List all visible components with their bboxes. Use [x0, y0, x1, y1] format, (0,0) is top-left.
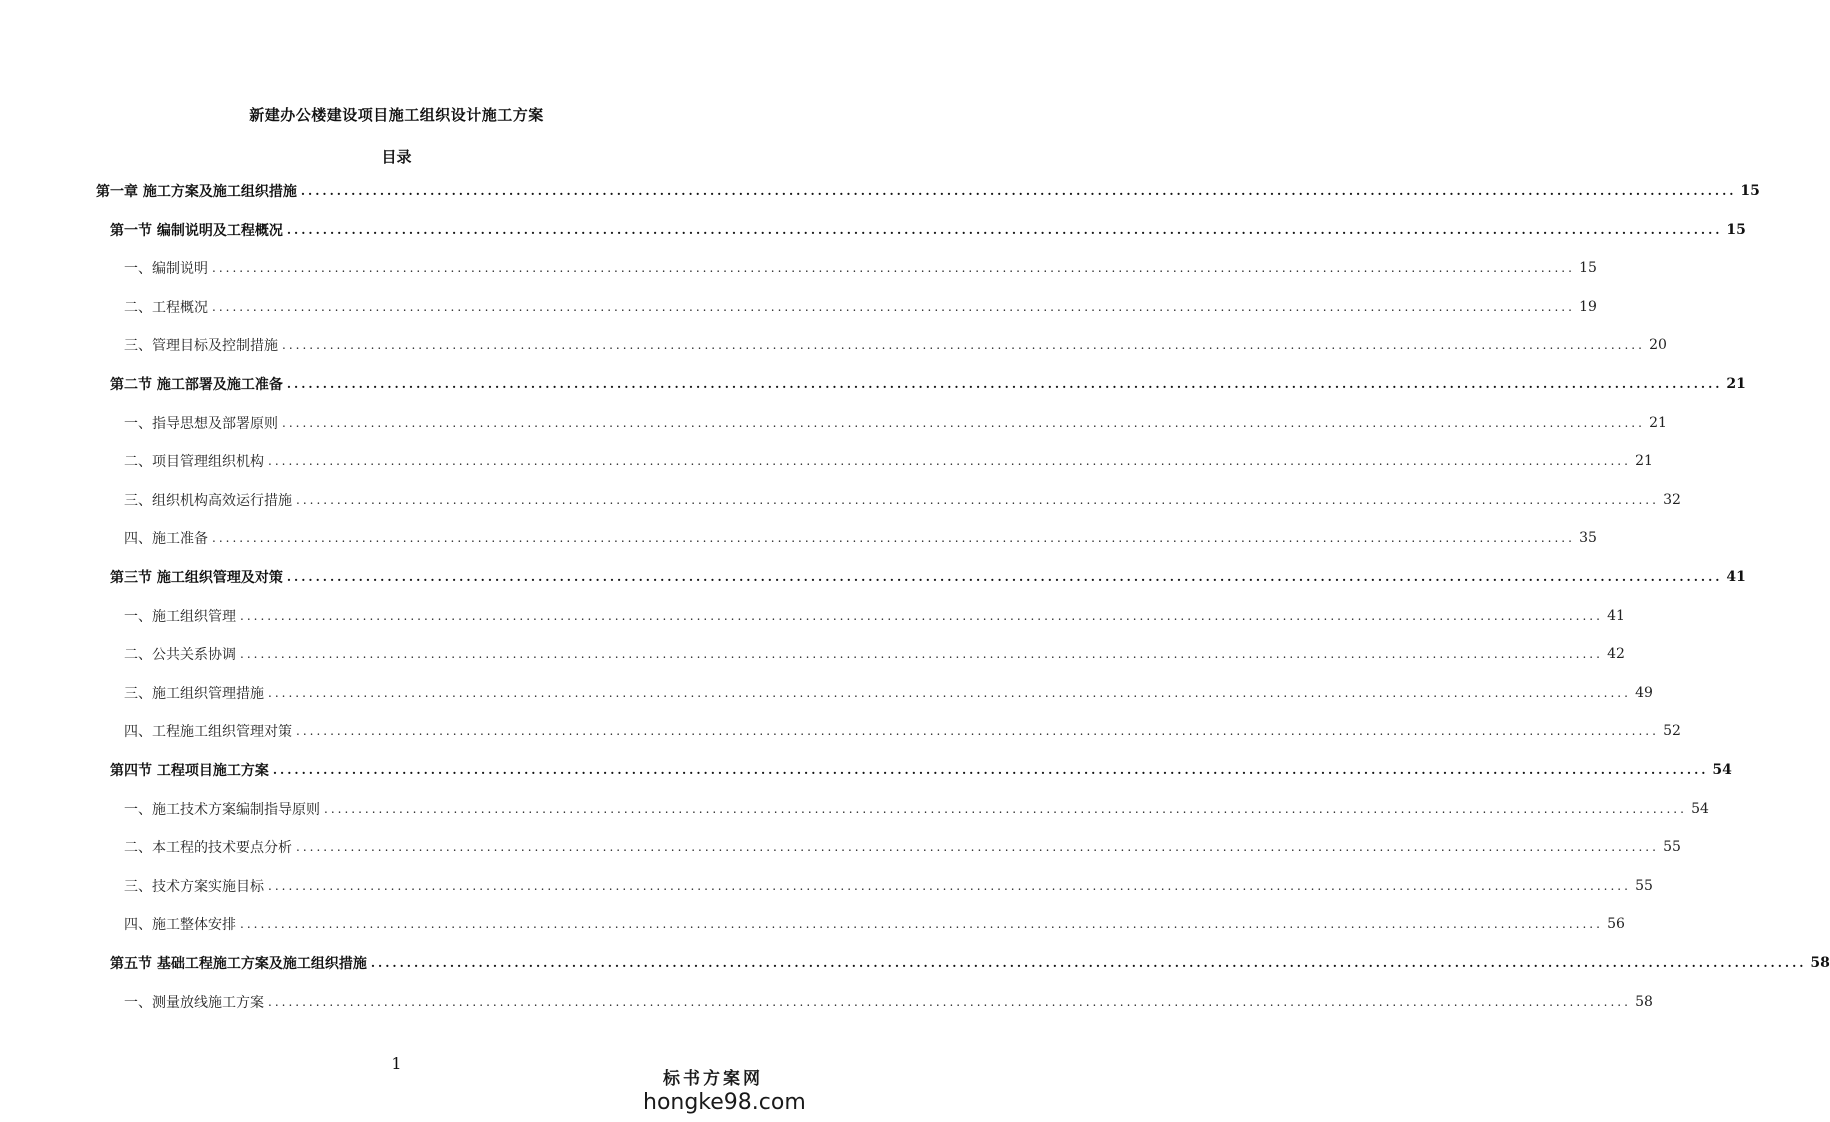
toc-entry-page: 21 [1649, 415, 1667, 431]
toc-entry-item[interactable] [124, 604, 1625, 628]
toc-entry-label: 一、指导思想及部署原则 [124, 416, 278, 432]
toc-entry-page: 21 [1635, 453, 1653, 469]
toc-entry-item[interactable] [124, 449, 1653, 473]
toc-entry-page: 20 [1649, 337, 1667, 353]
toc-entry-page: 15 [1579, 260, 1597, 276]
toc-leader-dots: ........................................................................................................................................................................................................ [268, 686, 1631, 700]
toc-entry-item[interactable] [124, 526, 1597, 550]
toc-leader-dots: ........................................................................................................................................................................................................ [240, 647, 1603, 661]
toc-leader-dots: ........................................................................................................................................................................................................ [296, 493, 1659, 507]
toc-entry-label: 二、本工程的技术要点分析 [124, 840, 292, 856]
toc-entry-label: 三、管理目标及控制措施 [124, 338, 278, 354]
toc-entry-label: 第一节 编制说明及工程概况 [110, 223, 283, 239]
toc-leader-dots: ........................................................................................................................................................................................................ [296, 840, 1659, 854]
toc-entry-chapter[interactable] [96, 179, 1760, 203]
toc-entry-label: 第三节 施工组织管理及对策 [110, 570, 283, 586]
toc-entry-label: 第五节 基础工程施工方案及施工组织措施 [110, 956, 367, 972]
toc-leader-dots: ........................................................................................................................................................................................................ [286, 570, 1723, 584]
toc-entry-page: 35 [1579, 530, 1597, 546]
toc-entry-page: 55 [1663, 839, 1681, 855]
toc-leader-dots: ........................................................................................................................................................................................................ [296, 724, 1659, 738]
toc-entry-label: 三、施工组织管理措施 [124, 686, 264, 702]
watermark-line-1: 标书方案网 [663, 1069, 763, 1089]
toc-entry-label: 二、工程概况 [124, 300, 208, 316]
toc-entry-item[interactable] [124, 295, 1597, 319]
page-number: 1 [391, 1054, 402, 1073]
toc-entry-item[interactable] [124, 256, 1597, 280]
toc-leader-dots: ........................................................................................................................................................................................................ [212, 300, 1575, 314]
toc-entry-label: 三、组织机构高效运行措施 [124, 493, 292, 509]
toc-entry-label: 四、施工准备 [124, 531, 208, 547]
toc-entry-label: 一、施工技术方案编制指导原则 [124, 802, 320, 818]
toc-leader-dots: ........................................................................................................................................................................................................ [324, 802, 1687, 816]
toc-entry-item[interactable] [124, 797, 1709, 821]
toc-entry-label: 三、技术方案实施目标 [124, 879, 264, 895]
toc-heading: 目录 [381, 148, 412, 166]
toc-entry-section[interactable] [110, 372, 1746, 396]
document-title: 新建办公楼建设项目施工组织设计施工方案 [249, 106, 544, 124]
toc-leader-dots: ........................................................................................................................................................................................................ [286, 377, 1723, 391]
toc-entry-item[interactable] [124, 642, 1625, 666]
toc-entry-page: 58 [1810, 955, 1830, 971]
toc-leader-dots: ........................................................................................................................................................................................................ [282, 338, 1645, 352]
toc-entry-page: 56 [1607, 916, 1625, 932]
toc-leader-dots: ........................................................................................................................................................................................................ [282, 416, 1645, 430]
toc-entry-page: 42 [1607, 646, 1625, 662]
toc-leader-dots: ........................................................................................................................................................................................................ [212, 261, 1575, 275]
toc-entry-page: 32 [1663, 492, 1681, 508]
toc-entry-label: 一、测量放线施工方案 [124, 995, 264, 1011]
toc-entry-page: 54 [1712, 762, 1732, 778]
toc-entry-label: 一、编制说明 [124, 261, 208, 277]
toc-leader-dots: ........................................................................................................................................................................................................ [240, 609, 1603, 623]
toc-entry-item[interactable] [124, 719, 1681, 743]
watermark-line-2: hongke98.com [643, 1090, 806, 1115]
toc-leader-dots: ........................................................................................................................................................................................................ [268, 454, 1631, 468]
toc-entry-item[interactable] [124, 411, 1667, 435]
toc-entry-item[interactable] [124, 488, 1681, 512]
toc-entry-page: 54 [1691, 801, 1709, 817]
toc-entry-section[interactable] [110, 758, 1732, 782]
toc-entry-label: 一、施工组织管理 [124, 609, 236, 625]
toc-entry-label: 二、公共关系协调 [124, 647, 236, 663]
toc-entry-page: 41 [1726, 569, 1746, 585]
toc-entry-page: 15 [1740, 183, 1760, 199]
toc-entry-page: 19 [1579, 299, 1597, 315]
toc-entry-item[interactable] [124, 681, 1653, 705]
toc-entry-label: 第二节 施工部署及施工准备 [110, 377, 283, 393]
toc-entry-label: 四、施工整体安排 [124, 917, 236, 933]
toc-entry-page: 58 [1635, 994, 1653, 1010]
toc-entry-item[interactable] [124, 912, 1625, 936]
toc-leader-dots: ........................................................................................................................................................................................................ [272, 763, 1709, 777]
toc-entry-page: 21 [1726, 376, 1746, 392]
toc-entry-item[interactable] [124, 874, 1653, 898]
toc-entry-page: 15 [1726, 222, 1746, 238]
toc-entry-page: 52 [1663, 723, 1681, 739]
toc-entry-item[interactable] [124, 835, 1681, 859]
toc-entry-page: 41 [1607, 608, 1625, 624]
toc-entry-page: 55 [1635, 878, 1653, 894]
toc-leader-dots: ........................................................................................................................................................................................................ [268, 995, 1631, 1009]
toc-entry-label: 第一章 施工方案及施工组织措施 [96, 184, 297, 200]
watermark-logo [643, 1068, 806, 1116]
toc-entry-item[interactable] [124, 333, 1667, 357]
toc-leader-dots: ........................................................................................................................................................................................................ [300, 184, 1737, 198]
toc-entry-label: 二、项目管理组织机构 [124, 454, 264, 470]
toc-leader-dots: ........................................................................................................................................................................................................ [268, 879, 1631, 893]
toc-entry-label: 四、工程施工组织管理对策 [124, 724, 292, 740]
toc-leader-dots: ........................................................................................................................................................................................................ [286, 223, 1723, 237]
toc-entry-label: 第四节 工程项目施工方案 [110, 763, 269, 779]
toc-leader-dots: ........................................................................................................................................................................................................ [240, 917, 1603, 931]
toc-entry-page: 49 [1635, 685, 1653, 701]
toc-entry-item[interactable] [124, 990, 1653, 1014]
toc-leader-dots: ........................................................................................................................................................................................................ [212, 531, 1575, 545]
toc-entry-section[interactable] [110, 951, 1830, 975]
toc-leader-dots: ........................................................................................................................................................................................................ [370, 956, 1807, 970]
toc-entry-section[interactable] [110, 218, 1746, 242]
toc-entry-section[interactable] [110, 565, 1746, 589]
